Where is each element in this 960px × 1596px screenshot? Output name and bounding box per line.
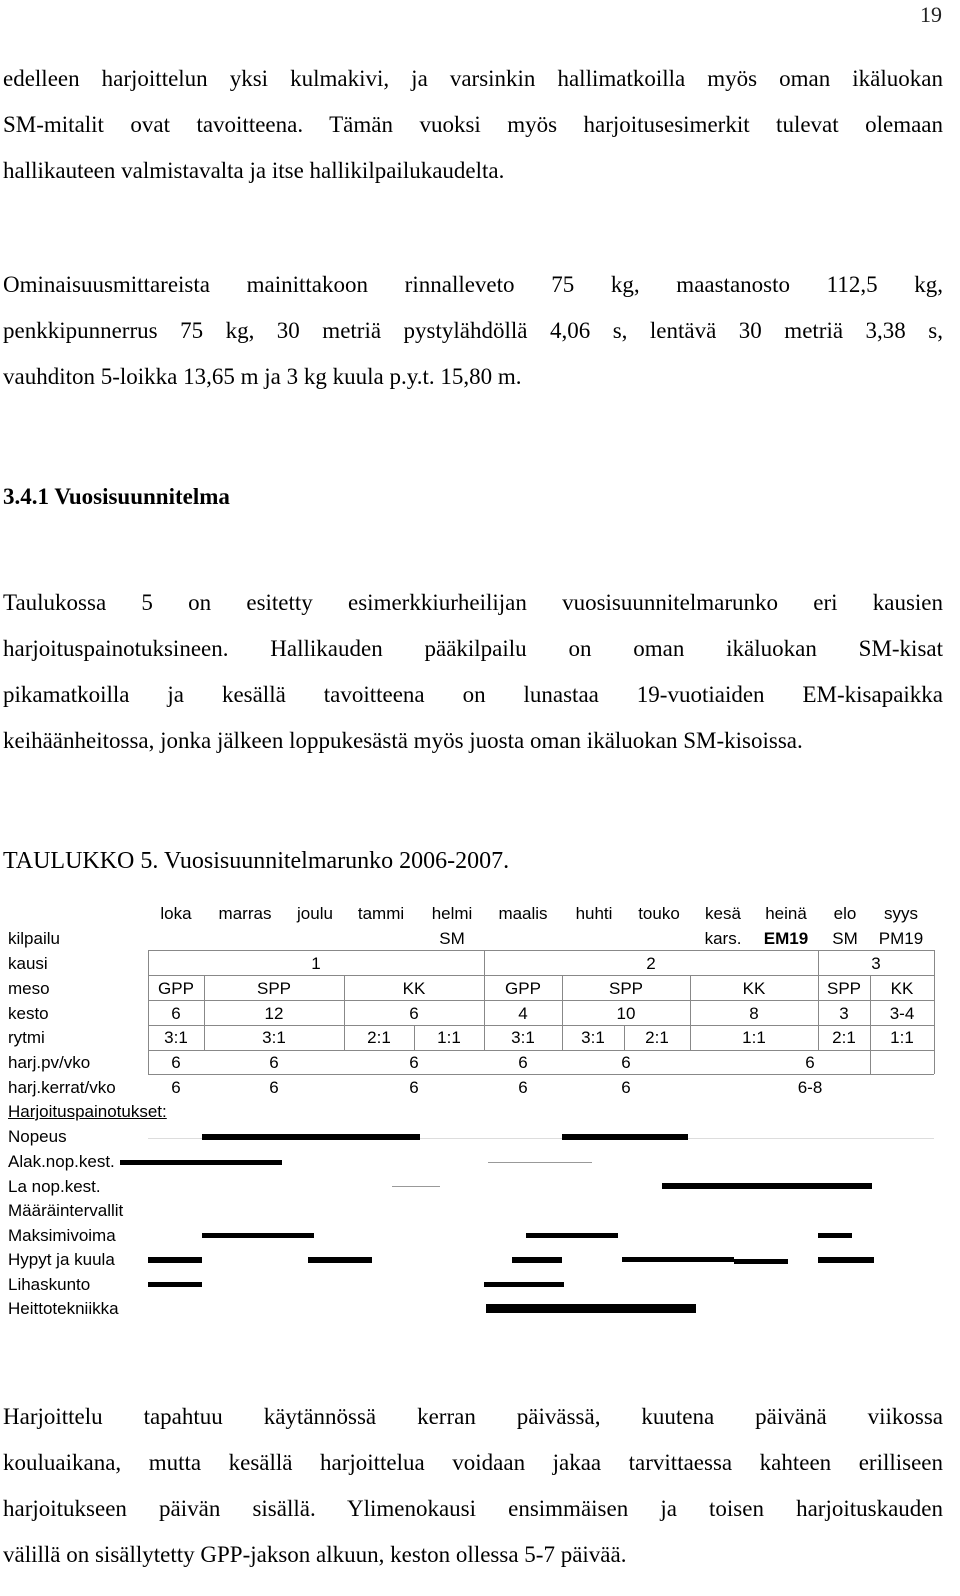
competition-cell: kars. — [704, 929, 742, 948]
month-header: kesä — [705, 904, 741, 923]
paragraph-line: Taulukossa 5 on esitetty esimerkkiurheilijan vuosisuunnitelmarunko eri kausien — [3, 590, 943, 615]
timeline-bar — [622, 1257, 734, 1262]
competition-cell: SM — [439, 929, 465, 948]
rhythm-cell: 2:1 — [832, 1028, 856, 1047]
month-header: heinä — [765, 904, 807, 923]
timeline-bar — [202, 1134, 420, 1140]
duration-cell: 8 — [749, 1004, 759, 1023]
paragraph-line: pikamatkoilla ja kesällä tavoitteena on lunastaa 19-vuotiaiden EM-kisapaikka — [3, 682, 943, 707]
period-cell: 1 — [311, 954, 321, 973]
month-header: syys — [884, 904, 918, 923]
row-label-kilpailu: kilpailu — [8, 929, 60, 948]
paragraph-line: SM-mitalit ovat tavoitteena. Tämän vuoksi myös harjoitusesimerkit tulevat olemaan — [3, 112, 943, 137]
meso-cell: SPP — [826, 979, 862, 998]
emphasis-label: Nopeus — [8, 1127, 67, 1146]
rhythm-cell: 1:1 — [890, 1028, 914, 1047]
row-label-meso: meso — [8, 979, 50, 998]
emphasis-label: La nop.kest. — [8, 1177, 101, 1196]
period-cell: 2 — [646, 954, 656, 973]
duration-cell: 12 — [264, 1004, 284, 1023]
table-caption: TAULUKKO 5. Vuosisuunnitelmarunko 2006-2007. — [3, 848, 510, 874]
meso-cell: KK — [890, 979, 914, 998]
timeline-bar — [662, 1183, 872, 1189]
paragraph-line: harjoituspainotuksineen. Hallikauden pääkilpailu on oman ikäluokan SM-kisat — [3, 636, 943, 661]
month-header: touko — [638, 904, 680, 923]
training-sessions-cell: 6-8 — [797, 1078, 823, 1097]
row-label-kesto: kesto — [8, 1004, 49, 1023]
duration-cell: 3 — [839, 1004, 849, 1023]
timeline-bar — [486, 1304, 696, 1313]
competition-cell: PM19 — [878, 929, 924, 948]
paragraph-1 — [3, 56, 943, 194]
paragraph-line: kouluaikana, mutta kesällä harjoittelua voidaan jakaa tarvittaessa kahteen erilliseen — [3, 1450, 943, 1475]
paragraph-line: edelleen harjoittelun yksi kulmakivi, ja varsinkin hallimatkoilla myös oman ikäluokan — [3, 66, 943, 91]
rhythm-cell: 3:1 — [164, 1028, 188, 1047]
training-days-cell: 6 — [621, 1053, 631, 1072]
timeline-bar — [734, 1259, 788, 1264]
training-days-cell: 6 — [269, 1053, 279, 1072]
duration-cell: 4 — [518, 1004, 528, 1023]
meso-cell: KK — [742, 979, 766, 998]
month-header: joulu — [297, 904, 333, 923]
meso-cell: KK — [402, 979, 426, 998]
training-sessions-cell: 6 — [621, 1078, 631, 1097]
training-days-cell: 6 — [171, 1053, 181, 1072]
paragraph-line: Ominaisuusmittareista mainittakoon rinnalleveto 75 kg, maastanosto 112,5 kg, — [3, 272, 943, 297]
paragraph-line: välillä on sisällytetty GPP-jakson alkuun, keston ollessa 5-7 päivää. — [3, 1542, 627, 1567]
meso-cell: GPP — [505, 979, 541, 998]
row-label-training-sessions: harj.kerrat/vko — [8, 1078, 116, 1097]
month-header: loka — [160, 904, 192, 923]
month-header: marras — [218, 904, 272, 923]
training-sessions-cell: 6 — [269, 1078, 279, 1097]
emphasis-label: Hypyt ja kuula — [8, 1250, 115, 1269]
rhythm-cell: 3:1 — [511, 1028, 535, 1047]
paragraph-line: Harjoittelu tapahtuu käytännössä kerran päivässä, kuutena päivänä viikossa — [3, 1404, 943, 1429]
emphasis-label: Määräintervallit — [8, 1201, 124, 1220]
section-heading: 3.4.1 Vuosisuunnitelma — [3, 484, 230, 509]
paragraph-line: vauhditon 5-loikka 13,65 m ja 3 kg kuula p.y.t. 15,80 m. — [3, 364, 522, 389]
paragraph-3 — [3, 580, 943, 764]
training-sessions-cell: 6 — [518, 1078, 528, 1097]
timeline-bar — [148, 1282, 202, 1287]
paragraph-line: keihäänheitossa, jonka jälkeen loppukesästä myös juosta oman ikäluokan SM-kisoissa. — [3, 728, 803, 753]
meso-cell: SPP — [256, 979, 292, 998]
training-sessions-cell: 6 — [171, 1078, 181, 1097]
emphases-heading: Harjoituspainotukset: — [8, 1102, 167, 1121]
rhythm-cell: 3:1 — [581, 1028, 605, 1047]
month-header: tammi — [357, 904, 405, 923]
paragraph-line: harjoitukseen päivän sisällä. Ylimenokausi ensimmäisen ja toisen harjoituskauden — [3, 1496, 943, 1521]
duration-cell: 10 — [616, 1004, 636, 1023]
timeline-bar — [308, 1257, 372, 1263]
timeline-bar — [202, 1233, 314, 1238]
row-label-kausi: kausi — [8, 954, 48, 973]
annual-plan-table — [0, 898, 960, 1338]
rhythm-cell: 2:1 — [645, 1028, 669, 1047]
row-label-training-days: harj.pv/vko — [8, 1053, 91, 1072]
emphasis-label: Maksimivoima — [8, 1226, 116, 1245]
meso-cell: GPP — [158, 979, 194, 998]
period-cell: 3 — [871, 954, 881, 973]
competition-cell: SM — [832, 929, 858, 948]
timeline-bar — [818, 1257, 874, 1263]
month-header: huhti — [575, 904, 613, 923]
emphasis-label: Alak.nop.kest. — [8, 1152, 115, 1171]
meso-cell: SPP — [608, 979, 644, 998]
timeline-bar — [120, 1160, 282, 1165]
timeline-bar — [562, 1134, 688, 1140]
duration-cell: 3-4 — [889, 1004, 915, 1023]
emphasis-label: Lihaskunto — [8, 1275, 91, 1294]
paragraph-line: penkkipunnerrus 75 kg, 30 metriä pystylähdöllä 4,06 s, lentävä 30 metriä 3,38 s, — [3, 318, 943, 343]
month-header: elo — [833, 904, 857, 923]
training-days-cell: 6 — [409, 1053, 419, 1072]
competition-cell: EM19 — [763, 929, 809, 948]
month-header: maalis — [498, 904, 548, 923]
training-days-cell: 6 — [518, 1053, 528, 1072]
rhythm-cell: 1:1 — [742, 1028, 766, 1047]
rhythm-cell: 2:1 — [367, 1028, 391, 1047]
timeline-bar — [818, 1233, 852, 1238]
rhythm-cell: 1:1 — [437, 1028, 461, 1047]
timeline-bar — [512, 1257, 562, 1263]
timeline-bar — [148, 1257, 202, 1263]
rhythm-cell: 3:1 — [262, 1028, 286, 1047]
row-label-rytmi: rytmi — [8, 1028, 45, 1047]
training-sessions-cell: 6 — [409, 1078, 419, 1097]
paragraph-2 — [3, 262, 943, 400]
timeline-bar — [526, 1233, 618, 1238]
duration-cell: 6 — [409, 1004, 419, 1023]
paragraph-line: hallikauteen valmistavalta ja itse hallikilpailukaudelta. — [3, 158, 505, 183]
page-number: 19 — [920, 2, 942, 27]
month-header: helmi — [431, 904, 473, 923]
timeline-bar — [484, 1282, 564, 1287]
duration-cell: 6 — [171, 1004, 181, 1023]
training-days-cell: 6 — [805, 1053, 815, 1072]
emphasis-label: Heittotekniikka — [8, 1299, 119, 1318]
paragraph-4 — [3, 1394, 943, 1578]
